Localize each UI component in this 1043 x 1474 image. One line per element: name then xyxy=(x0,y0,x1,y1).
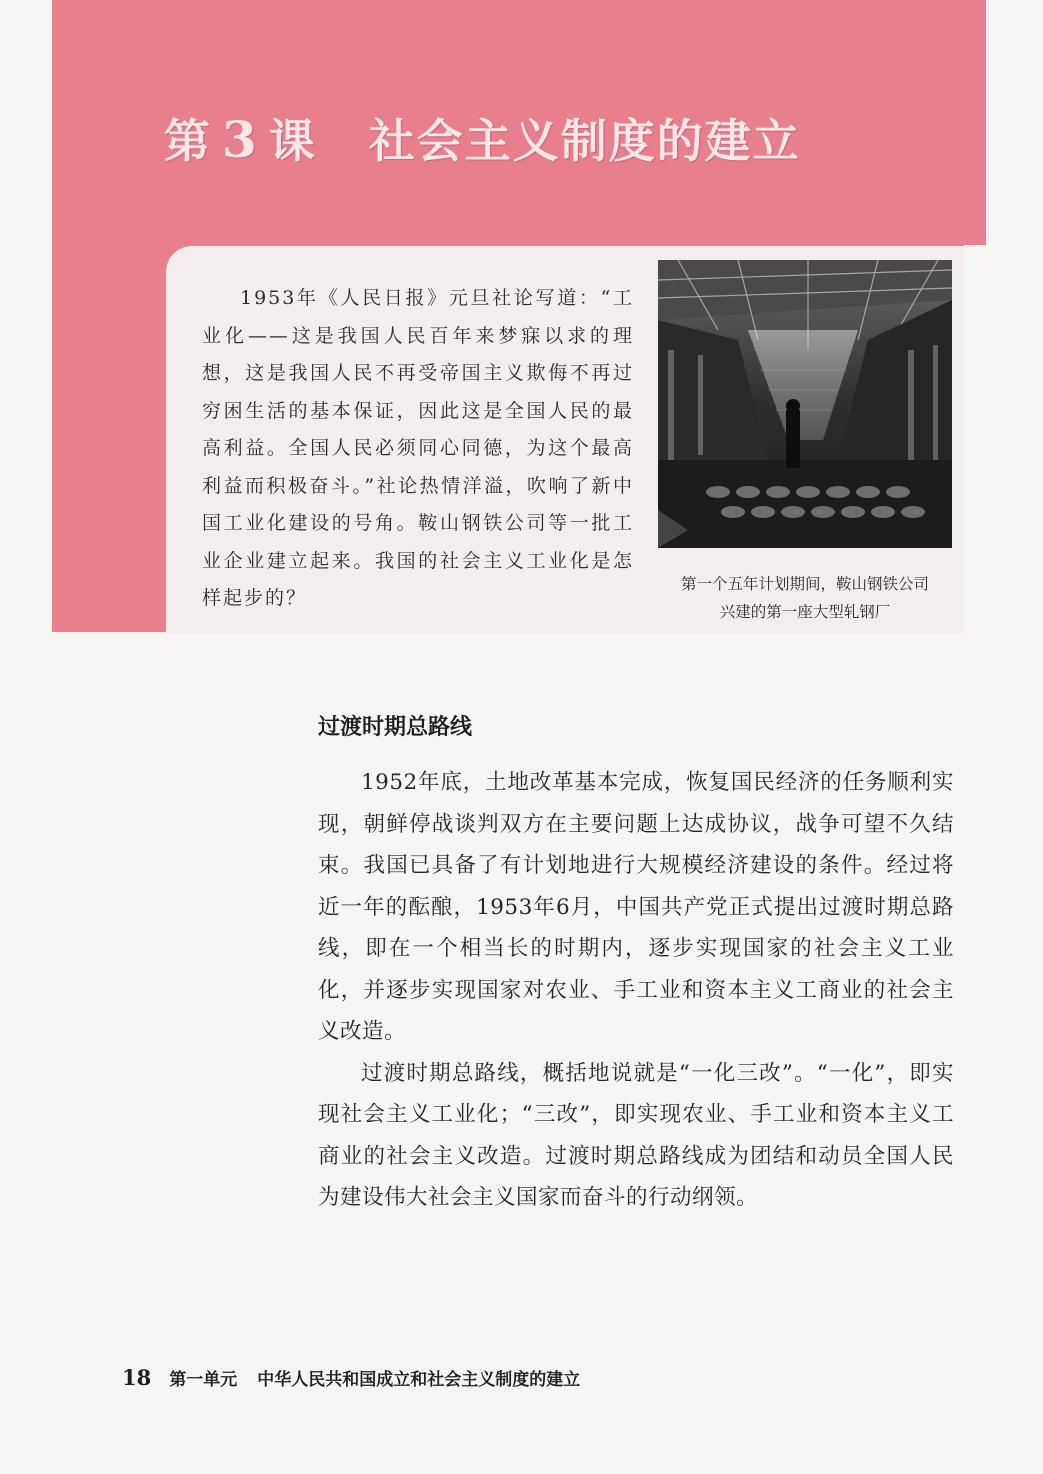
lesson-number-group xyxy=(164,105,317,171)
steel-mill-photo-illustration xyxy=(658,260,952,548)
photo-caption xyxy=(658,570,952,626)
unit-label: 第一单元 xyxy=(169,1369,238,1390)
lesson-number: 3 xyxy=(222,110,259,169)
body-paragraph: 过渡时期总路线，概括地说就是“一化三改”。“一化”，即实现社会主义工业化；“三改”，即实现农业、手工业和资本主义工商业的社会主义改造。过渡时期总路线成为团结和动员全国人民为建设伟大社会主义国家而奋斗的行动纲领。 xyxy=(318,1060,954,1210)
lesson-prefix: 第 xyxy=(164,114,212,168)
photo-caption-line-2: 兴建的第一座大型轧钢厂 xyxy=(719,603,891,621)
page-number: 18 xyxy=(122,1364,152,1390)
header-band-edge xyxy=(964,0,986,245)
intro-text: 1953年《人民日报》元旦社论写道：“工业化——这是我国人民百年来梦寐以求的理想，这是我国人民不再受帝国主义欺侮不再过穷困生活的基本保证，因此这是全国人民的最高利益。全国人民必须同心同德，为这个最高利益而积极奋斗。”社论热情洋溢，吹响了新中国工业化建设的号角。鞍山钢铁公司等一批工业企业建立起来。我国的社会主义工业化是怎样起步的？ xyxy=(202,287,634,609)
lesson-suffix: 课 xyxy=(268,114,317,168)
body-paragraph: 1952年底，土地改革基本完成，恢复国民经济的任务顺利实现，朝鲜停战谈判双方在主要问题上达成协议，战争可望不久结束。我国已具备了有计划地进行大规模经济建设的条件。经过将近一年的酝酿，1953年6月，中国共产党正式提出过渡时期总路线，即在一个相当长的时期内，逐步实现国家的社会主义工业化，并逐步实现国家对农业、手工业和资本主义工商业的社会主义改造。 xyxy=(318,770,954,1044)
lesson-title xyxy=(164,98,801,178)
photo-caption-line-1: 第一个五年计划期间，鞍山钢铁公司 xyxy=(680,575,929,593)
page-footer xyxy=(122,1362,580,1392)
unit-title: 中华人民共和国成立和社会主义制度的建立 xyxy=(257,1369,581,1390)
section-body xyxy=(318,762,954,1219)
lesson-title-text: 社会主义制度的建立 xyxy=(368,114,801,168)
steel-mill-photo xyxy=(658,260,952,548)
section-heading: 过渡时期总路线 xyxy=(318,715,473,740)
